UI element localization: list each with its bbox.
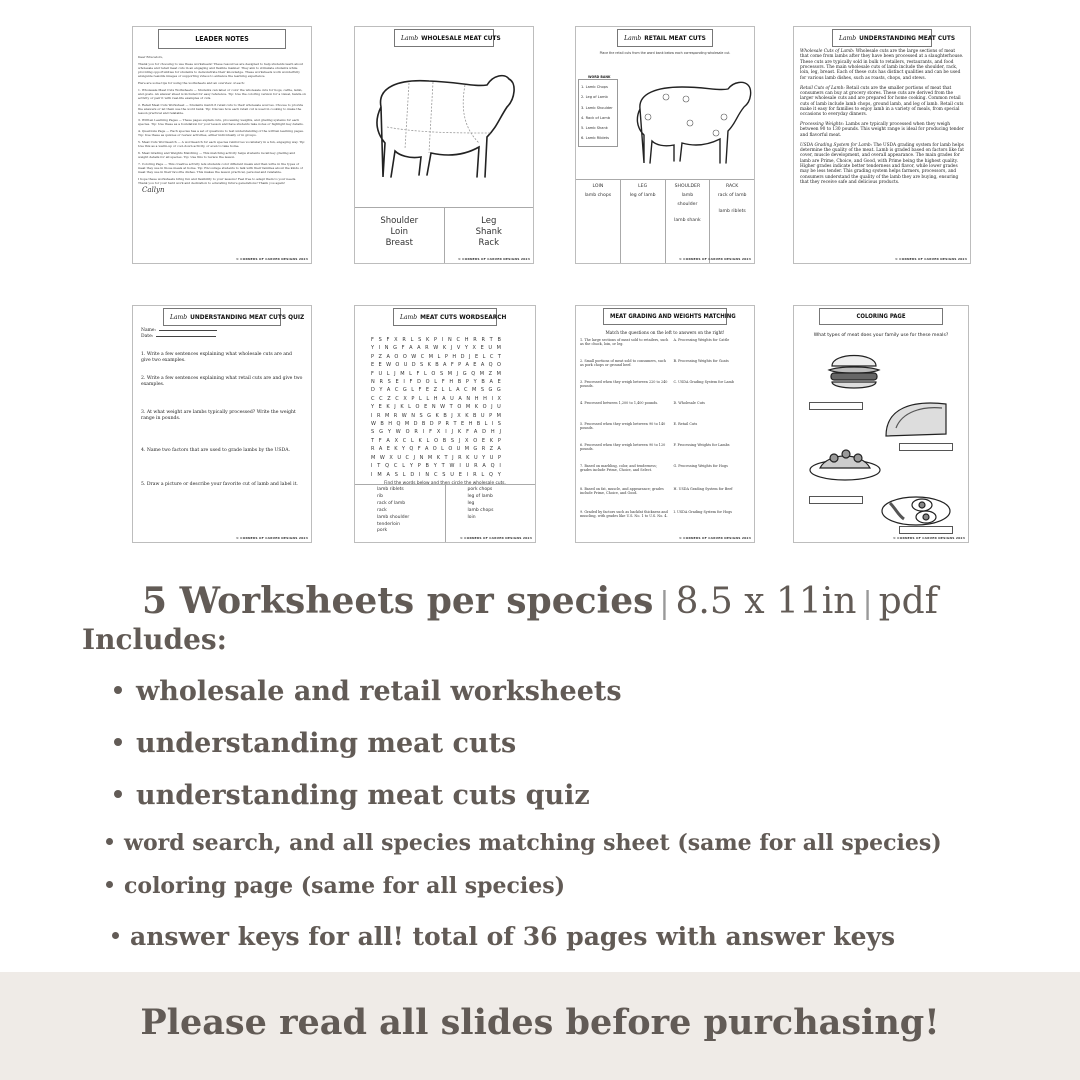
wordsearch-row: R A E K Y Q F A O L O U M G R Z A [371,446,501,453]
wholesale-cuts-word-bank: Shoulder Loin Breast Leg Shank Rack [355,207,533,263]
worksheet-thumbnail-wordsearch [354,305,536,543]
quiz-question: 5. Draw a picture or describe your favorite cut of lamb and label it. [141,482,298,487]
page-title: MEAT GRADING AND WEIGHTS MATCHING [603,308,727,325]
footer-credit: © CORNERS OF CARVER DESIGNS 2024 [894,257,967,261]
word-bank-title: WORD BANK [588,75,611,79]
wordsearch-row: Y I N G F A A R W K J V Y X E U M [371,345,501,352]
wordsearch-row: E E W O U D S K B A F P A E A Q O [371,362,501,369]
worksheet-thumbnail-leader-notes [132,26,312,264]
headline: 5 Worksheets per species | 8.5 x 11in | pdf [142,580,938,622]
quiz-question: 2. Write a few sentences explaining what retail cuts are and give two examples. [141,376,303,387]
eggs-and-bacon-icon [880,489,952,529]
bullet-icon [114,790,122,798]
answer-box [809,402,863,410]
wordsearch-row: F U L J M L F L O S M J G Q M Z M [371,370,501,377]
page-title: Lamb WHOLESALE MEAT CUTS [394,29,494,47]
quiz-question: 1. Write a few sentences explaining what wholesale cuts are and give two examples. [141,352,292,363]
includes-item: understanding meat cuts quiz [114,780,590,811]
name-date-fields: Name: Date: [141,328,217,340]
instruction-text: Match the questions on the left to answers on the right! [605,330,725,335]
signature: Callyn [142,186,165,194]
bullet-icon [114,686,122,694]
hamburger-icon [826,346,882,394]
wordsearch-row: P Z A O O W C M L P H D J E L C T [371,353,501,360]
wordsearch-row: I T Q C L Y P B Y T W I U R A Q I [371,463,501,470]
quiz-question: 4. Name two factors that are used to grade lambs by the USDA. [141,448,291,453]
leader-notes-body: Dear Educators, Thank you for choosing to use these worksheets! These resources are designed to help students learn about wholesale and retail meat cuts in an engaging and flexible manner. They aim to stimulate students while providing opportunities for students to demonstrate their knowledge. These worksheets work wonderfully alongside real-life images or supporting videos to enhance the learning experience. Here are some tips for using the worksheets and an overview of each: 1. Wholesale Meat Cuts Worksheets — Students can label or color the wholesale cuts for hogs, cattle, lamb, and goats. An answer sheet is included for easy reference. Tip: Use the coloring version for a visual, hands-on activity or pair it with real-life examples of cuts. 2. Retail Meat Cuts Worksheet — Students match 6 retail cuts to their wholesale sources. Choose to provide the answers or let them use the word bank. Tip: Discuss how each retail cut is used in cooking to make the lesson practical and relatable. 3. Written Learning Pages — These pages explain cuts, processing weights, and grading systems for each species. Tip: Use these as a foundation for your lesson and have students take notes or highlight key details. 4. Questions Page — Each species has a set of questions to test understanding of the written learning pages. Tip: Use these as quizzes or review activities, either individually or in groups. 5. Meat Cuts Wordsearch — A wordsearch for each species reinforces vocabulary in a fun, engaging way. Tip: Use this as a warm-up or cool-down activity, or even to take home. 6. Meat Grading and Weights Matching — This matching activity helps students recall key grading and weight details for all species. Tip: Use this to review the lesson. 7. Coloring Page — This creative activity lets students color different meals and then write in the types of meat they use in those meals at home. Tip: Encourage students to talk with their families about the kinds of meat they use in their favorite dishes. This makes the lesson practical, personal and relatable. I hope these worksheets bring fun and flexibility to your lessons! Feel free to adapt them to your needs. Thank you for your hard work and dedication to educating future generations! Thank you again! Callyn [138,55,306,194]
wordsearch-row: I R M R W N S G K B J X K B U P M [371,412,501,419]
page-title: COLORING PAGE [819,308,943,325]
footer-credit: © CORNERS OF CARVER DESIGNS 2024 [457,257,530,261]
footer-credit: © CORNERS OF CARVER DESIGNS 2024 [235,257,308,261]
worksheet-thumbnail-wholesale [354,26,534,264]
includes-heading: Includes: [82,623,227,656]
bullet-icon [106,838,113,845]
includes-item: wholesale and retail worksheets [114,676,622,707]
quiz-question: 3. At what weight are lambs typically processed? Write the weight range in pounds. [141,410,296,421]
wordsearch-word-list: lamb riblets rib rack of lamb rack lamb shoulder tenderloin pork pork chops leg of lamb leg lamb chops loin [355,484,535,542]
includes-item: word search, and all species matching sheet (same for all species) [106,830,942,856]
retail-cuts-answer-table: LOIN lamb chops LEG leg of lamb SHOULDER lamb shoulder lamb shank RACK rack of lamb lamb riblets [576,179,754,263]
page-title: LEADER NOTES [158,29,286,49]
footer-credit: © CORNERS OF CARVER DESIGNS 2024 [678,536,751,540]
bullet-icon [114,738,122,746]
wordsearch-row: N R S E I F D O L F H B P Y B A E [371,379,501,386]
matching-rows: 1. The large sections of meat sold to retailers, such as the chuck, loin, or leg. A. Processing Weights for Cattle 2. Small portions of meat sold to consumers, such as pork chops or ground beef. B. Processing Weights for Goats 3. Processed when they weigh between 220 to 240 pounds. C. USDA Grading System for Lamb 4. Processed between 1,200 to 1,400 pounds. D. Wholesale Cuts 5. Processed when they weigh between 90 to 140 pounds. E. Retail Cuts 6. Processed when they weigh between 90 to 120 pounds. F. Processing Weights for Lambs 7. Based on marbling, color, and tenderness; grades include Prime, Choice, and Select. G. Processing Weights for Hogs 8. Based on fat, muscle, and appearance; grades include Prime, Choice, and Good. H. USDA Grading System for Beef 9. Graded by factors such as backfat thickness and muscling, with grades like U.S. No. 1 to U.S. No. 4. I. USDA Grading System for Hogs [580,338,734,519]
includes-item: answer keys for all! total of 36 pages with answer keys [112,922,895,951]
answer-box [899,443,953,451]
worksheet-thumbnail-matching [575,305,755,543]
lamb-outline-icon [369,67,521,187]
page-title: Lamb MEAT CUTS WORDSEARCH [393,308,497,326]
wordsearch-row: T F A X C L K L O B S J X O E K P [371,437,501,444]
worksheet-thumbnail-retail [575,26,755,264]
wordsearch-row: I M A S L D I N C S U E I R L Q Y [371,471,501,478]
lamb-outline-icon [632,75,754,171]
page-title: Lamb UNDERSTANDING MEAT CUTS QUIZ [163,308,281,326]
wordsearch-row: C C Z C X P L L H A U A N H H I X [371,395,501,402]
word-bank: 1. Lamb Chops 2. Leg of Lamb 3. Lamb Shoulder 4. Rack of Lamb 5. Lamb Shank 6. Lamb Riblets [578,79,618,147]
taco-icon [882,398,950,440]
wordsearch-grid [371,336,501,479]
wordsearch-row: Y E K J K L O E N W T O M K O J U [371,404,501,411]
instruction-text: Place the retail cuts from the word bank below each corresponding wholesale cut. [599,51,731,55]
instruction-text: Find the words below and then circle the wholesale cuts. [384,481,506,486]
coloring-question: What types of meat does your family use for these meals? [813,333,949,338]
includes-item: coloring page (same for all species) [106,873,565,899]
footer-credit: © CORNERS OF CARVER DESIGNS 2024 [678,257,751,261]
worksheet-thumbnail-understanding [793,26,971,264]
worksheet-thumbnail-quiz [132,305,312,543]
wordsearch-row: F S F X R L S K P I N C H R R T B [371,337,501,343]
worksheet-thumbnail-coloring [793,305,969,543]
wordsearch-row: W B H Q M D B D P R T E H B L I S [371,421,501,428]
purchase-notice-banner [0,972,1080,1080]
wordsearch-row: S G Y W O R I F X I J K F A D H J [371,429,501,436]
footer-credit: © CORNERS OF CARVER DESIGNS 2024 [892,536,965,540]
footer-credit: © CORNERS OF CARVER DESIGNS 2024 [235,536,308,540]
spaghetti-icon [808,442,882,482]
page-title: Lamb RETAIL MEAT CUTS [617,29,713,47]
wordsearch-row: D Y A C G L F E Z L L A C M S G G [371,387,501,394]
answer-box [809,496,863,504]
bullet-icon [112,932,119,939]
footer-credit: © CORNERS OF CARVER DESIGNS 2024 [459,536,532,540]
purchase-notice-text: Please read all slides before purchasing! [140,1002,940,1043]
includes-item: understanding meat cuts [114,728,516,759]
bullet-icon [106,881,113,888]
answer-box [899,526,953,534]
understanding-body: Wholesale Cuts of Lamb: Wholesale cuts are the large sections of meat that come from lambs after they have been processed at a slaughterhouse. These cuts are typically sold in bulk to retailers, restaurants, and food processors. The main wholesale cuts of lamb include the shoulder, rack, loin, leg, breast. Each of these cuts has distinct qualities and can be used for various lamb dishes, such as roasts, chops, and stews. Retail Cuts of Lamb: Retail cuts are the smaller portions of meat that consumers can buy at grocery stores. These cuts are derived from the larger wholesale cuts and are prepared for home cooking. Common retail cuts of lamb include lamb chops, ground lamb, and leg of lamb. Retail cuts make it easy for families to enjoy lamb in a variety of meals, from special occasions to everyday dinners. Processing Weights: Lambs are typically processed when they weigh between 90 to 130 pounds. This weight range is ideal for producing tender and flavorful meat. USDA Grading System for Lamb: The USDA grading system for lamb helps determine the quality of the meat. Lamb is graded based on factors like fat cover, muscle development, and overall appearance. The main grades for lamb are Prime, Choice, and Good, with Prime being the highest quality. Higher grades indicate better tenderness and flavor, while lower grades may be less tender. This grading system helps farmers, processors, and consumers understand the quality of the lamb they are buying, ensuring that they receive safe and delicious products. [800,49,964,186]
page-title: Lamb UNDERSTANDING MEAT CUTS [832,29,932,47]
wordsearch-row: M W X U C J N M K T J R K U Y U P [371,454,501,461]
